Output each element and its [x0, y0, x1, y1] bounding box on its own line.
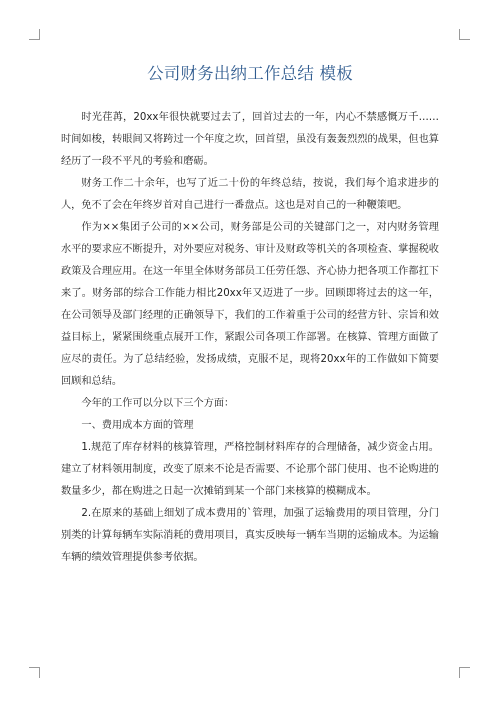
crop-mark-bottom-right [459, 667, 470, 678]
document-title: 公司财务出纳工作总结 模板 [147, 64, 353, 83]
paragraph-experience: 财务工作二十余年，也写了近二十份的年终总结，按说，我们每个追求进步的人，免不了会在年终岁首对自己进行一番盘点。这也是对自己的一种鞭策吧。 [61, 178, 439, 211]
paragraph-item-2: 2.在原来的基础上细划了成本费用的`管理，加强了运输费用的项目管理，分门别类的计算每辆车实际消耗的费用项目，真实反映每一辆车当期的运输成本。为运输车辆的绩效管理提供参考依据。 [61, 508, 439, 563]
paragraph-department: 作为××集团子公司的××公司，财务部是公司的关键部门之一，对内财务管理水平的要求应不断提升，对外要应对税务、审计及财政等机关的各项检查、掌握税收政策及合理应用。在这一年里全体财务部员工任劳任怨、齐心协力把各项工作都扛下来了。财务部的综合工作能力相比20xx年又迈进了一步。回顾即将过去的这一年，在公司领导及部门经理的正确领导下，我们的工作着重于公司的经营方针、宗旨和效益目标上，紧紧围绕重点展开工作，紧跟公司各项工作部署。在核算、管理方面做了应尽的责任。为了总结经验，发扬成绩，克服不足，现将20xx年的工作做如下简要回顾和总结。 [61, 222, 439, 387]
crop-mark-bottom-left [29, 667, 40, 678]
crop-mark-top-left [29, 29, 40, 40]
section-heading-cost-management: 一、费用成本方面的管理 [81, 420, 194, 431]
paragraph-item-1: 1.规范了库存材料的核算管理，严格控制材料库存的合理储备，减少资金占用。建立了材料领用制度，改变了原来不论是否需要、不论那个部门使用、也不论购进的数量多少，都在购进之日起一次摊销到某一个部门来核算的模糊成本。 [61, 442, 439, 497]
paragraph-three-aspects: 今年的工作可以分以下三个方面： [81, 398, 235, 409]
document-body [61, 107, 439, 569]
paragraph-intro: 时光荏苒，20xx年很快就要过去了，回首过去的一年，内心不禁感慨万千……时间如梭，转眼间又将跨过一个年度之坎，回首望，虽没有轰轰烈烈的战果，但也算经历了一段不平凡的考验和磨砺。 [61, 112, 439, 167]
crop-mark-top-right [459, 29, 470, 40]
